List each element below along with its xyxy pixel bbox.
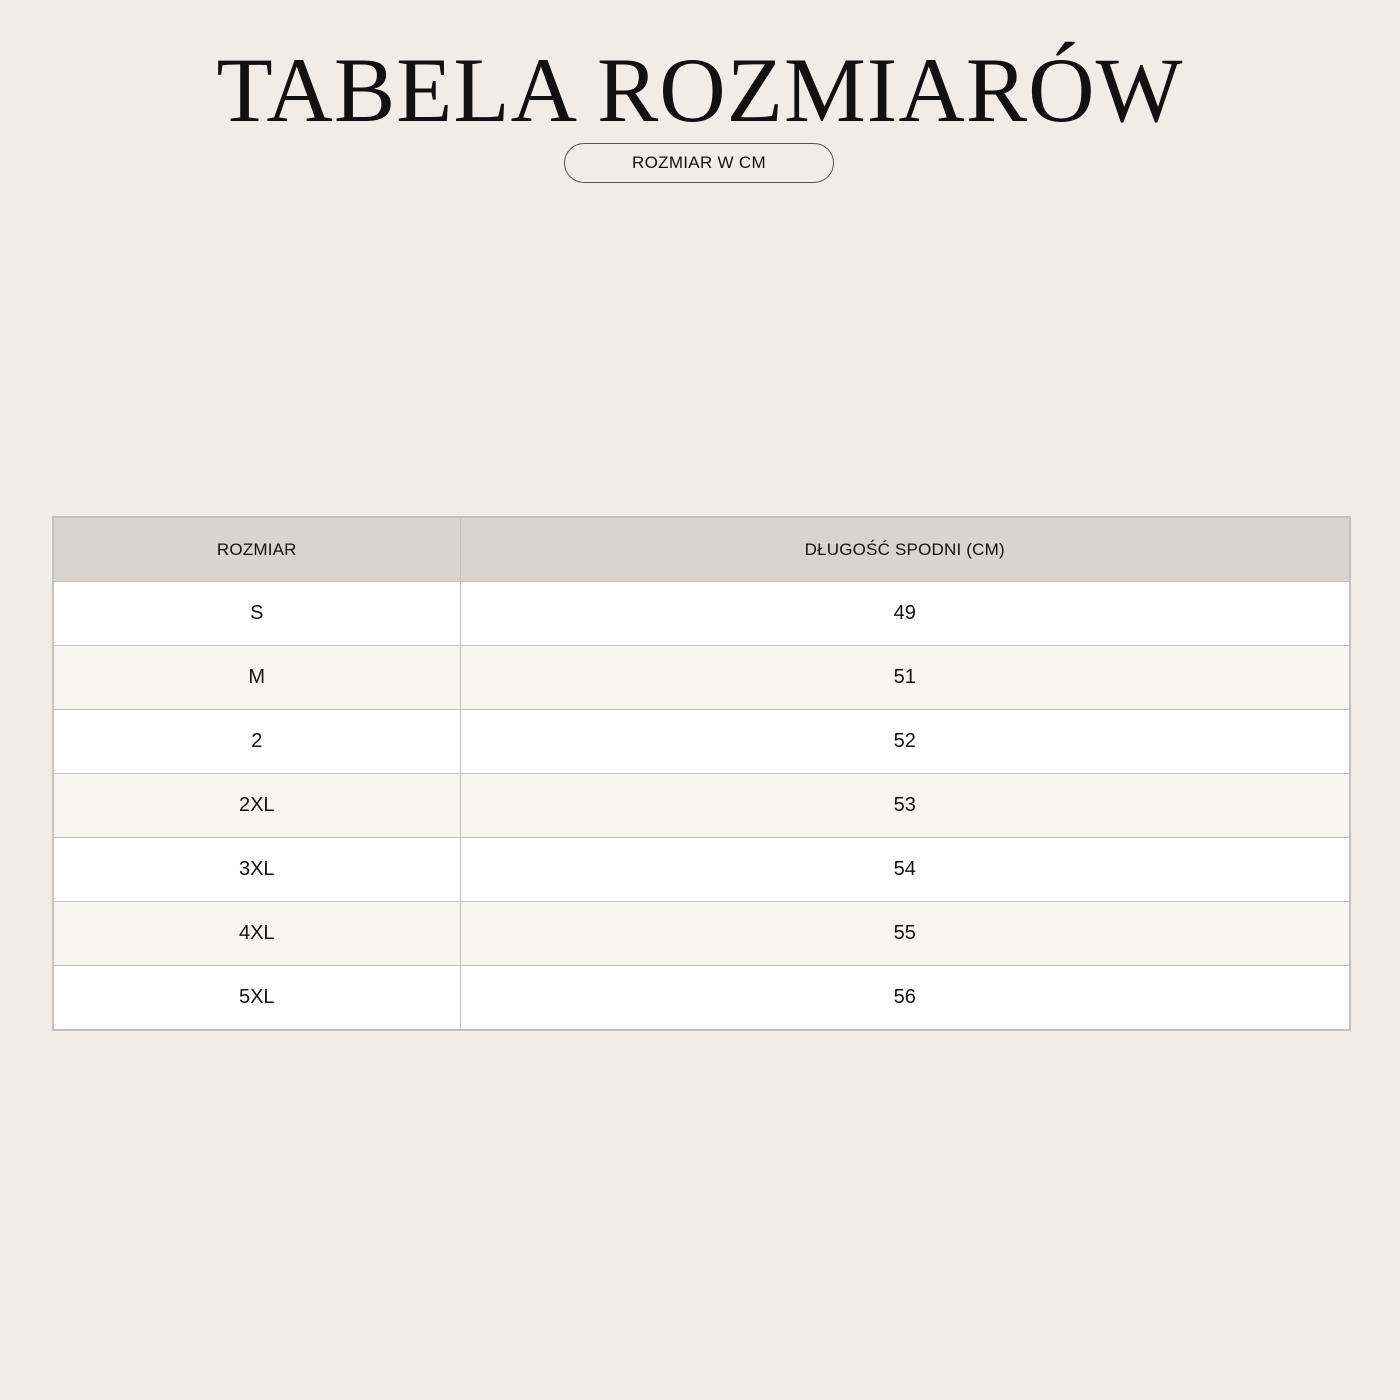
page-title: TABELA ROZMIARÓW <box>216 39 1184 141</box>
column-header-size: ROZMIAR <box>53 517 460 582</box>
size-cell: M <box>53 646 460 710</box>
length-cell: 52 <box>460 710 1350 774</box>
table-row <box>53 710 1350 774</box>
table-row <box>53 646 1350 710</box>
length-cell: 49 <box>460 582 1350 646</box>
table-row <box>53 902 1350 966</box>
length-cell: 56 <box>460 966 1350 1031</box>
size-cell: 2 <box>53 710 460 774</box>
size-cell: 5XL <box>53 966 460 1031</box>
column-header-length: DŁUGOŚĆ SPODNI (CM) <box>460 517 1350 582</box>
size-table <box>52 516 1351 1031</box>
table-row <box>53 582 1350 646</box>
length-cell: 55 <box>460 902 1350 966</box>
size-cell: S <box>53 582 460 646</box>
size-cell: 4XL <box>53 902 460 966</box>
table-row <box>53 838 1350 902</box>
table-row <box>53 774 1350 838</box>
unit-badge: ROZMIAR W CM <box>564 143 834 183</box>
length-cell: 51 <box>460 646 1350 710</box>
length-cell: 54 <box>460 838 1350 902</box>
table-row <box>53 966 1350 1031</box>
length-cell: 53 <box>460 774 1350 838</box>
table-header-row <box>53 517 1350 582</box>
size-cell: 2XL <box>53 774 460 838</box>
size-cell: 3XL <box>53 838 460 902</box>
